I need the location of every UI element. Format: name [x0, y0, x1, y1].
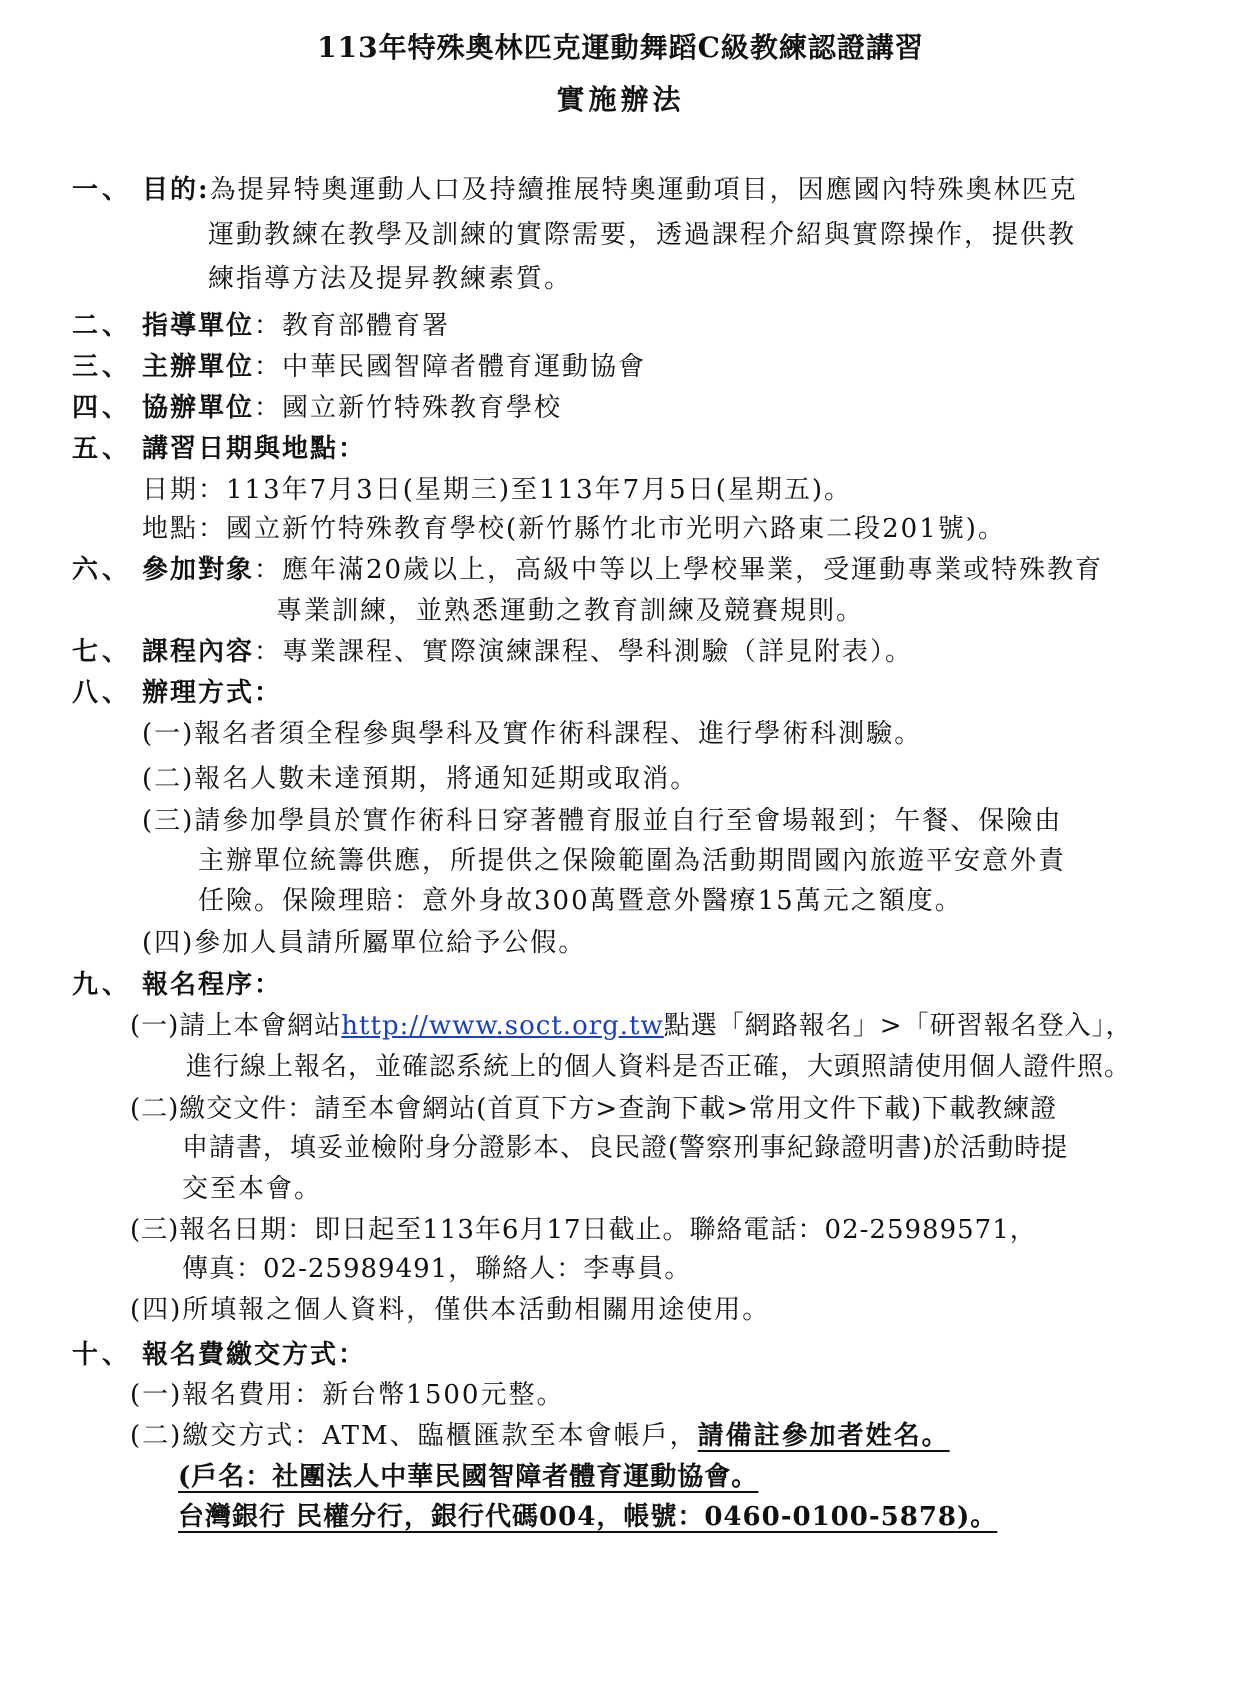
section-6-label: 參加對象 [142, 555, 255, 585]
section-8-number: 八、 [72, 678, 133, 708]
section-3-label: 主辦單位 [142, 352, 255, 382]
section-9-item-1-suffix: 點選「網路報名」>「研習報名登入」， [663, 1011, 1133, 1041]
section-9-item-2c: 交至本會。 [182, 1174, 323, 1204]
section-10-item-2-note: 請備註參加者姓名。 [697, 1421, 950, 1451]
section-9-item-2a: (二)繳交文件：請至本會網站(首頁下方>查詢下載>常用文件下載)下載教練證 [130, 1094, 1058, 1124]
section-9-item-1a [130, 1009, 1133, 1043]
section-6-text-1: ：應年滿20歲以上，高級中等以上學校畢業，受運動專業或特殊教育 [254, 555, 1104, 585]
section-9-item-4: (四)所填報之個人資料，僅供本活動相關用途使用。 [130, 1295, 771, 1325]
section-7-label: 課程內容 [142, 637, 255, 667]
section-2-text: ：教育部體育署 [254, 311, 451, 341]
section-8-item-3a: (三)請參加學員於實作術科日穿著體育服並自行至會場報到；午餐、保險由 [142, 806, 1063, 836]
section-9-item-2b: 申請書，填妥並檢附身分證影本、良民證(警察刑事紀錄證明書)於活動時提 [182, 1133, 1069, 1163]
section-2-number: 二、 [72, 311, 133, 341]
website-link[interactable]: http://www.soct.org.tw [341, 1011, 664, 1041]
section-9-item-1b: 進行線上報名，並確認系統上的個人資料是否正確，大頭照請使用個人證件照。 [186, 1052, 1132, 1082]
section-6-line-2: 專業訓練，並熟悉運動之教育訓練及競賽規則。 [276, 596, 865, 626]
section-8-label: 辦理方式： [142, 678, 283, 708]
section-10-item-2-text: (二)繳交方式：ATM、臨櫃匯款至本會帳戶， [130, 1421, 698, 1451]
section-5-number: 五、 [72, 434, 133, 464]
section-6-number: 六、 [72, 555, 133, 585]
section-4-label: 協辦單位 [142, 393, 255, 423]
section-8-item-3c: 任險。保險理賠：意外身故300萬暨意外醫療15萬元之額度。 [198, 886, 963, 916]
section-1-text-1: 為提昇特奧運動人口及持續推展特奧運動項目，因應國內特殊奧林匹克 [209, 175, 1078, 205]
section-1-line-2: 運動教練在教學及訓練的實際需要，透過課程介紹與實際操作，提供教 [208, 220, 1077, 250]
section-8-item-3b: 主辦單位統籌供應，所提供之保險範圍為活動期間國內旅遊平安意外責 [198, 846, 1067, 876]
section-5-place: 地點：國立新竹特殊教育學校(新竹縣竹北市光明六路東二段201號)。 [142, 514, 1006, 544]
section-4-line [142, 391, 562, 425]
section-4-number: 四、 [72, 393, 133, 423]
section-1-label: 目的: [142, 175, 210, 205]
section-3-number: 三、 [72, 352, 133, 382]
document-title: 113年特殊奧林匹克運動舞蹈C級教練認證講習 [317, 31, 924, 64]
section-7-text: ：專業課程、實際演練課程、學科測驗（詳見附表）。 [254, 637, 914, 667]
section-2-label: 指導單位 [142, 311, 255, 341]
section-1-number: 一、 [72, 175, 133, 205]
section-5-date: 日期：113年7月3日(星期三)至113年7月5日(星期五)。 [142, 475, 852, 505]
section-8-item-4: (四)參加人員請所屬單位給予公假。 [142, 928, 587, 958]
section-10-number: 十、 [72, 1340, 133, 1370]
document-subtitle: 實施辦法 [556, 83, 685, 116]
section-9-label: 報名程序： [142, 970, 283, 1000]
section-3-line [142, 350, 646, 384]
section-4-text: ：國立新竹特殊教育學校 [254, 393, 563, 423]
section-2-line [142, 309, 450, 343]
account-name: (戶名：社團法人中華民國智障者體育運動協會。 [178, 1462, 759, 1492]
section-6-line-1 [142, 553, 1103, 587]
section-9-item-1-prefix: (一)請上本會網站 [130, 1011, 342, 1041]
section-8-item-2: (二)報名人數未達預期，將通知延期或取消。 [142, 764, 699, 794]
section-8-item-1: (一)報名者須全程參與學科及實作術科課程、進行學術科測驗。 [142, 719, 923, 749]
section-5-label: 講習日期與地點： [142, 434, 367, 464]
section-10-item-2 [130, 1419, 950, 1453]
section-10-item-1: (一)報名費用：新台幣1500元整。 [130, 1380, 565, 1410]
section-7-number: 七、 [72, 637, 133, 667]
section-3-text: ：中華民國智障者體育運動協會 [254, 352, 647, 382]
section-10-label: 報名費繳交方式： [142, 1340, 367, 1370]
section-1-line-1 [142, 173, 1078, 207]
section-7-line [142, 635, 913, 669]
section-9-item-3b: 傳真：02-25989491，聯絡人：李專員。 [182, 1254, 692, 1284]
bank-account: 台灣銀行 民權分行，銀行代碼004，帳號：0460-0100-5878)。 [178, 1502, 998, 1532]
section-9-number: 九、 [72, 970, 133, 1000]
section-9-item-3a: (三)報名日期：即日起至113年6月17日截止。聯絡電話：02-25989571， [130, 1215, 1037, 1245]
section-1-line-3: 練指導方法及提昇教練素質。 [208, 264, 573, 294]
